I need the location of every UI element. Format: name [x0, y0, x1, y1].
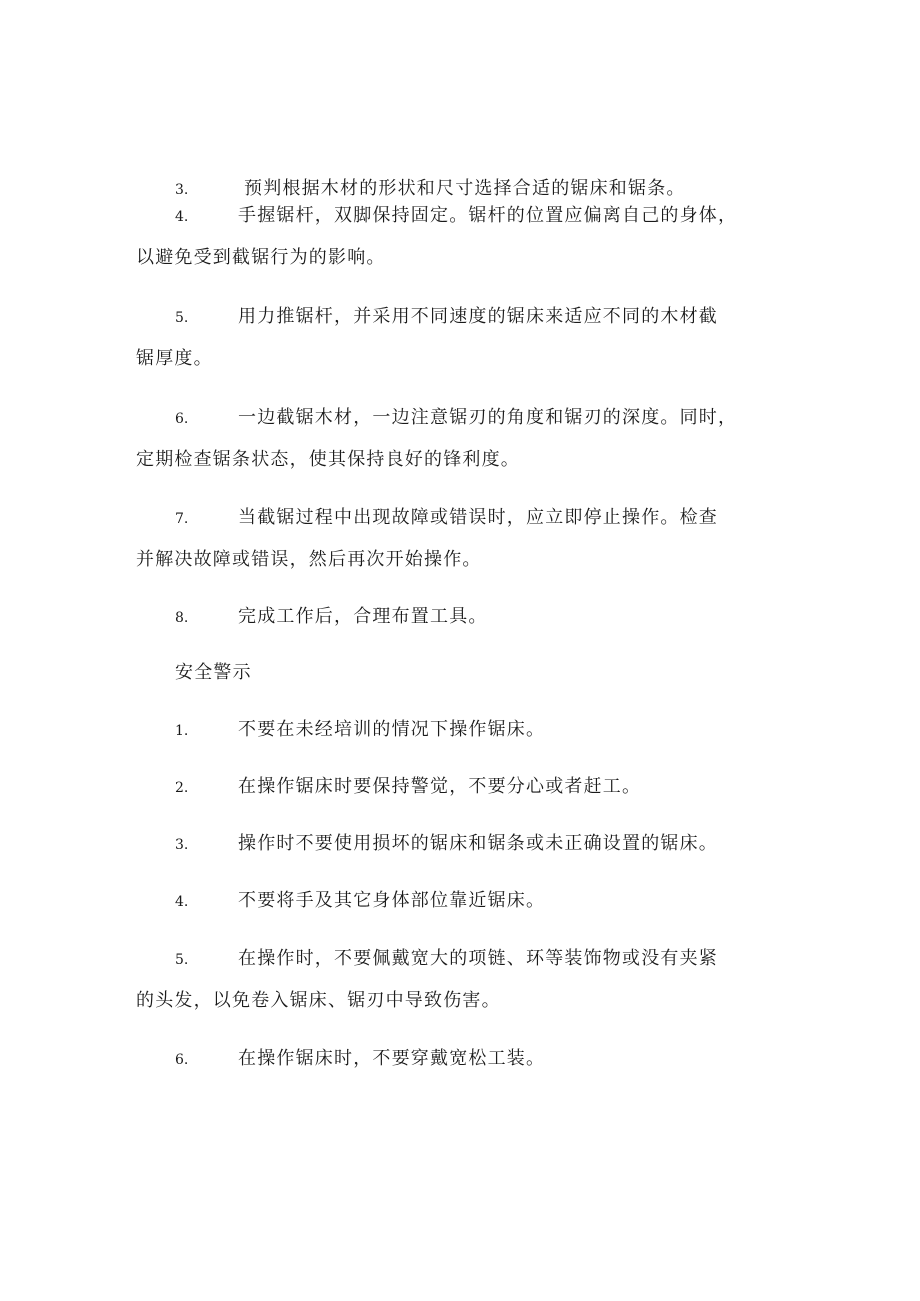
- list-number: 2.: [175, 780, 189, 796]
- list-item-text: 用力推锯杆，并采用不同速度的锯床来适应不同的木材截: [238, 306, 718, 327]
- list-item-text: 一边截锯木材，一边注意锯刃的角度和锯刃的深度。同时，: [238, 407, 738, 428]
- list-number: 5.: [175, 310, 189, 326]
- list-number: 8.: [175, 610, 189, 626]
- list-item-text: 不要在未经培训的情况下操作锯床。: [238, 719, 546, 740]
- list-number: 3.: [175, 837, 189, 853]
- list-item-text: 在操作时，不要佩戴宽大的项链、环等装饰物或没有夹紧: [238, 948, 718, 969]
- list-item-text: 完成工作后，合理布置工具。: [238, 606, 488, 627]
- list-number: 4.: [175, 209, 189, 225]
- list-item-text: 操作时不要使用损坏的锯床和锯条或未正确设置的锯床。: [238, 833, 718, 854]
- list-item-text: 不要将手及其它身体部位靠近锯床。: [238, 890, 546, 911]
- list-number: 6.: [175, 411, 189, 427]
- list-item-text: 在操作锯床时要保持警觉，不要分心或者赶工。: [238, 776, 642, 797]
- list-number: 1.: [175, 723, 189, 739]
- list-item-text-continued: 定期检查锯条状态，使其保持良好的锋利度。: [136, 449, 520, 470]
- list-number: 3.: [175, 182, 189, 198]
- list-number: 4.: [175, 894, 189, 910]
- list-item-text-continued: 并解决故障或错误，然后再次开始操作。: [136, 549, 482, 570]
- list-item-text: 在操作锯床时，不要穿戴宽松工装。: [238, 1048, 546, 1069]
- list-number: 6.: [175, 1052, 189, 1068]
- list-item-text-continued: 锯厚度。: [136, 348, 213, 369]
- list-number: 5.: [175, 952, 189, 968]
- list-number: 7.: [175, 511, 189, 527]
- list-item-text-continued: 以避免受到截锯行为的影响。: [136, 247, 386, 268]
- list-item-text: 预判根据木材的形状和尺寸选择合适的锯床和锯条。: [244, 178, 686, 199]
- section-heading: 安全警示: [175, 662, 252, 683]
- list-item-text: 手握锯杆，双脚保持固定。锯杆的位置应偏离自己的身体，: [238, 205, 738, 226]
- list-item-text-continued: 的头发，以免卷入锯床、锯刃中导致伤害。: [136, 990, 501, 1011]
- list-item-text: 当截锯过程中出现故障或错误时，应立即停止操作。检查: [238, 507, 718, 528]
